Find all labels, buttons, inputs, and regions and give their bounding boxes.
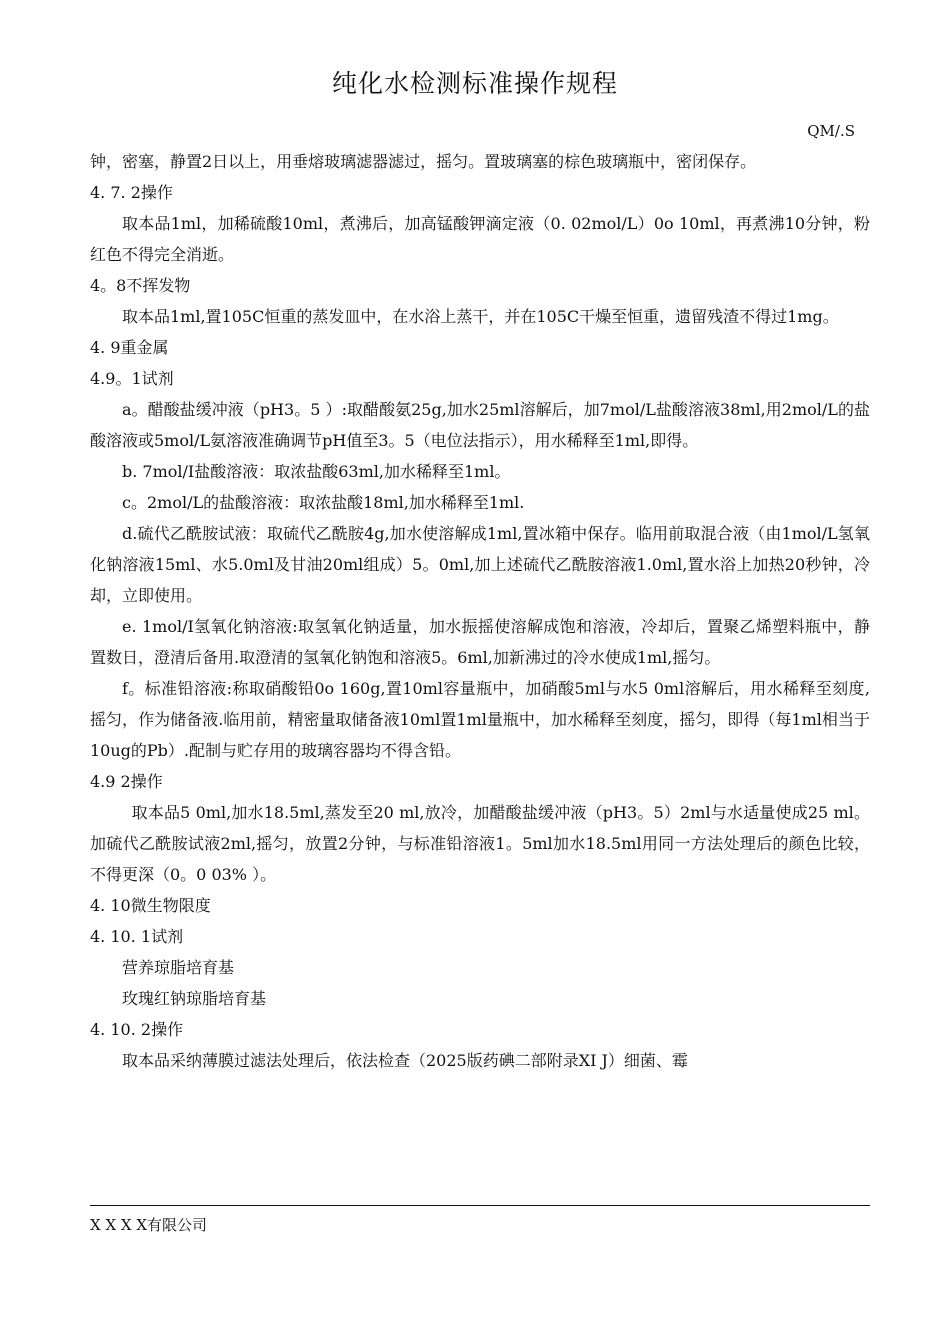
document-title: 纯化水检测标准操作规程: [331, 69, 618, 98]
list-item: b. 7mol/I盐酸溶液：取浓盐酸63ml,加水稀释至1ml。: [122, 462, 511, 481]
list-item: 营养琼脂培育基: [122, 958, 235, 977]
footer-company: X X X X有限公司: [90, 1216, 208, 1234]
document-body: [90, 146, 870, 1076]
section-heading: 4。8不挥发物: [90, 276, 191, 295]
section-heading: 4. 10. 1试剂: [90, 927, 184, 946]
section-heading: 4. 10. 2操作: [90, 1020, 184, 1039]
paragraph: 取本品1ml，加稀硫酸10ml，煮沸后，加高锰酸钾滴定液（0. 02mol/L）0o 10ml，再煮沸10分钟，粉红色不得完全消逝。: [90, 214, 870, 264]
section-heading: 4. 10微生物限度: [90, 896, 211, 915]
paragraph: 取本品5 0ml,加水18.5ml,蒸发至20 ml,放冷，加醋酸盐缓冲液（pH3。5）2ml与水适量使成25 ml。加硫代乙酰胺试液2ml,摇匀，放置2分钟，与标准铅溶液1。5ml加水18.5ml用同一方法处理后的颜色比较，不得更深（0。0 03% ）。: [90, 803, 870, 884]
paragraph: 取本品1ml,置105C恒重的蒸发皿中，在水浴上蒸干，并在105C干燥至恒重，遗留残渣不得过1mg。: [122, 307, 839, 326]
section-heading: 4. 9重金属: [90, 338, 169, 357]
list-item: c。2mol/L的盐酸溶液：取浓盐酸18ml,加水稀释至1ml.: [122, 493, 525, 512]
list-item: d.硫代乙酰胺试液：取硫代乙酰胺4g,加水使溶解成1ml,置冰箱中保存。临用前取混合液（由1mol/L氢氧化钠溶液15ml、水5.0ml及甘油20ml组成）5。0ml,加上述硫代乙酰胺溶液1.0ml,置水浴上加热20秒钟，冷却，立即使用。: [90, 524, 870, 605]
footer-divider: [90, 1205, 870, 1206]
paragraph: 取本品采纳薄膜过滤法处理后，依法检查（2025版药碘二部附录XI J）细菌、霉: [122, 1051, 688, 1070]
section-heading: 4. 7. 2操作: [90, 183, 173, 202]
section-heading: 4.9 2操作: [90, 772, 163, 791]
document-number: QM/.S: [807, 122, 855, 140]
list-item: 玫瑰红钠琼脂培育基: [122, 989, 267, 1008]
paragraph: 钟，密塞，静置2日以上，用垂熔玻璃滤器滤过，摇匀。置玻璃塞的棕色玻璃瓶中，密闭保存。: [90, 152, 757, 171]
list-item: e. 1mol/I氢氧化钠溶液:取氢氧化钠适量，加水振摇使溶解成饱和溶液，冷却后，置聚乙烯塑料瓶中，静置数日，澄清后备用.取澄清的氢氧化钠饱和溶液5。6ml,加新沸过的冷水使成1ml,摇匀。: [90, 617, 870, 667]
section-heading: 4.9。1试剂: [90, 369, 174, 388]
list-item: a。醋酸盐缓冲液（pH3。5 ）:取醋酸氨25g,加水25ml溶解后，加7mol/L盐酸溶液38ml,用2mol/L的盐酸溶液或5mol/L氨溶液准确调节pH值至3。5（电位法指示），用水稀释至1ml,即得。: [90, 400, 870, 450]
list-item: f。标准铅溶液:称取硝酸铅0o 160g,置10ml容量瓶中，加硝酸5ml与水5 0ml溶解后，用水稀释至刻度,摇匀，作为储备液.临用前，精密量取储备液10ml置1ml量瓶中，加水稀释至刻度，摇匀，即得（每1ml相当于10ug的Pb）.配制与贮存用的玻璃容器均不得含铅。: [90, 679, 870, 760]
